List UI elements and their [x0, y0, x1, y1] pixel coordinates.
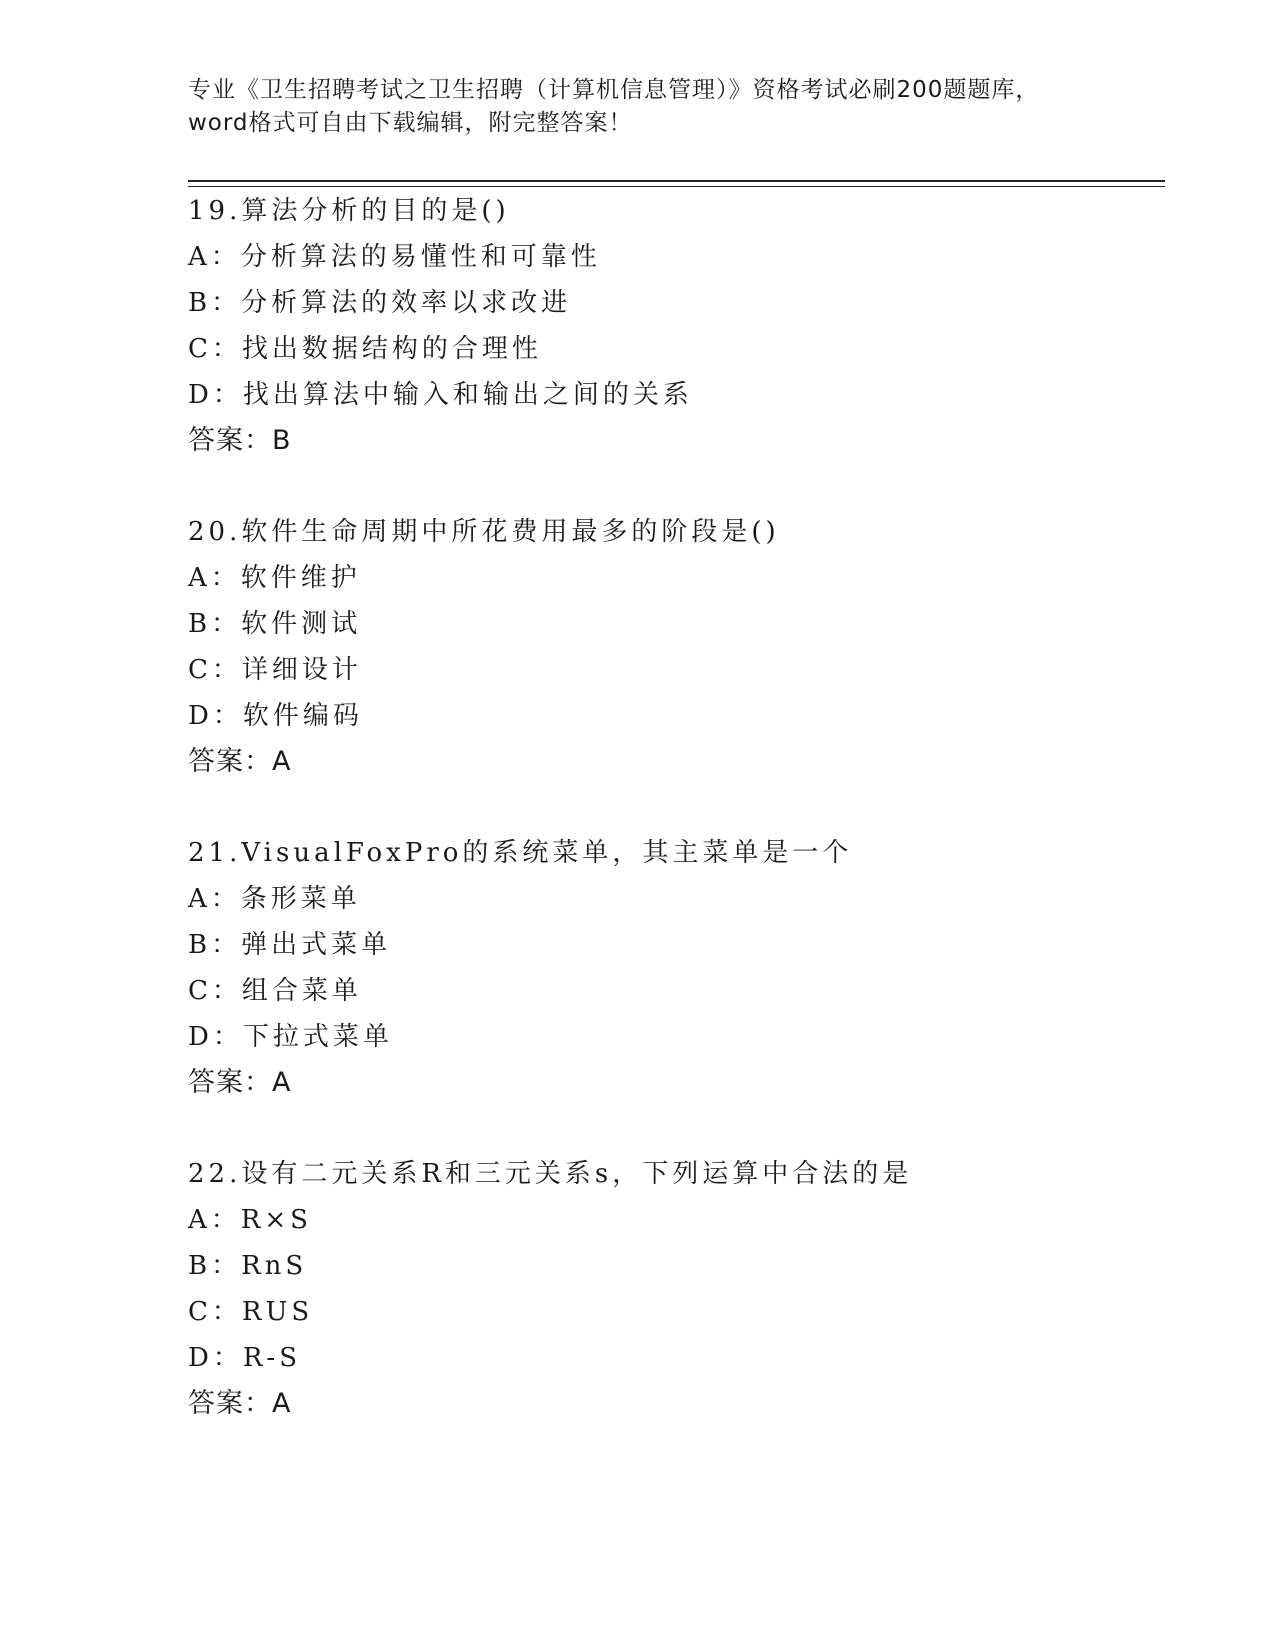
question-block: [188, 1151, 1165, 1427]
option-a: A：条形菜单: [188, 884, 361, 914]
header-line-1: 专业《卫生招聘考试之卫生招聘（计算机信息管理）》资格考试必刷200题题库，: [188, 77, 1040, 103]
question-stem: 20.软件生命周期中所花费用最多的阶段是(): [188, 517, 780, 547]
option-d: D：软件编码: [188, 701, 363, 731]
question-stem: 22.设有二元关系R和三元关系s，下列运算中合法的是: [188, 1159, 913, 1189]
option-c: C：找出数据结构的合理性: [188, 334, 542, 364]
question-block: [188, 509, 1165, 785]
option-a: A：R×S: [188, 1205, 312, 1235]
header-divider-thin: [188, 186, 1165, 187]
question-block: [188, 830, 1165, 1106]
answer-line: 答案：A: [188, 746, 292, 777]
option-d: D：R-S: [188, 1343, 302, 1373]
option-a: A：分析算法的易懂性和可靠性: [188, 242, 601, 272]
option-c: C：详细设计: [188, 655, 362, 685]
header-divider-thick: [188, 180, 1165, 182]
question-block: [188, 188, 1165, 464]
question-stem: 19.算法分析的目的是(): [188, 196, 510, 226]
option-c: C：RUS: [188, 1297, 314, 1327]
answer-line: 答案：B: [188, 425, 292, 456]
question-list: [188, 188, 1165, 1472]
option-b: B：弹出式菜单: [188, 930, 392, 960]
question-stem: 21.VisualFoxPro的系统菜单，其主菜单是一个: [188, 838, 853, 868]
option-c: C：组合菜单: [188, 976, 362, 1006]
document-header: [188, 74, 1108, 140]
option-b: B：软件测试: [188, 609, 362, 639]
option-d: D：找出算法中输入和输出之间的关系: [188, 380, 693, 410]
option-b: B：分析算法的效率以求改进: [188, 288, 572, 318]
option-d: D：下拉式菜单: [188, 1022, 393, 1052]
option-b: B：RnS: [188, 1251, 308, 1281]
option-a: A：软件维护: [188, 563, 361, 593]
answer-line: 答案：A: [188, 1067, 292, 1098]
header-line-2: word格式可自由下载编辑，附完整答案！: [188, 110, 633, 136]
answer-line: 答案：A: [188, 1388, 292, 1419]
